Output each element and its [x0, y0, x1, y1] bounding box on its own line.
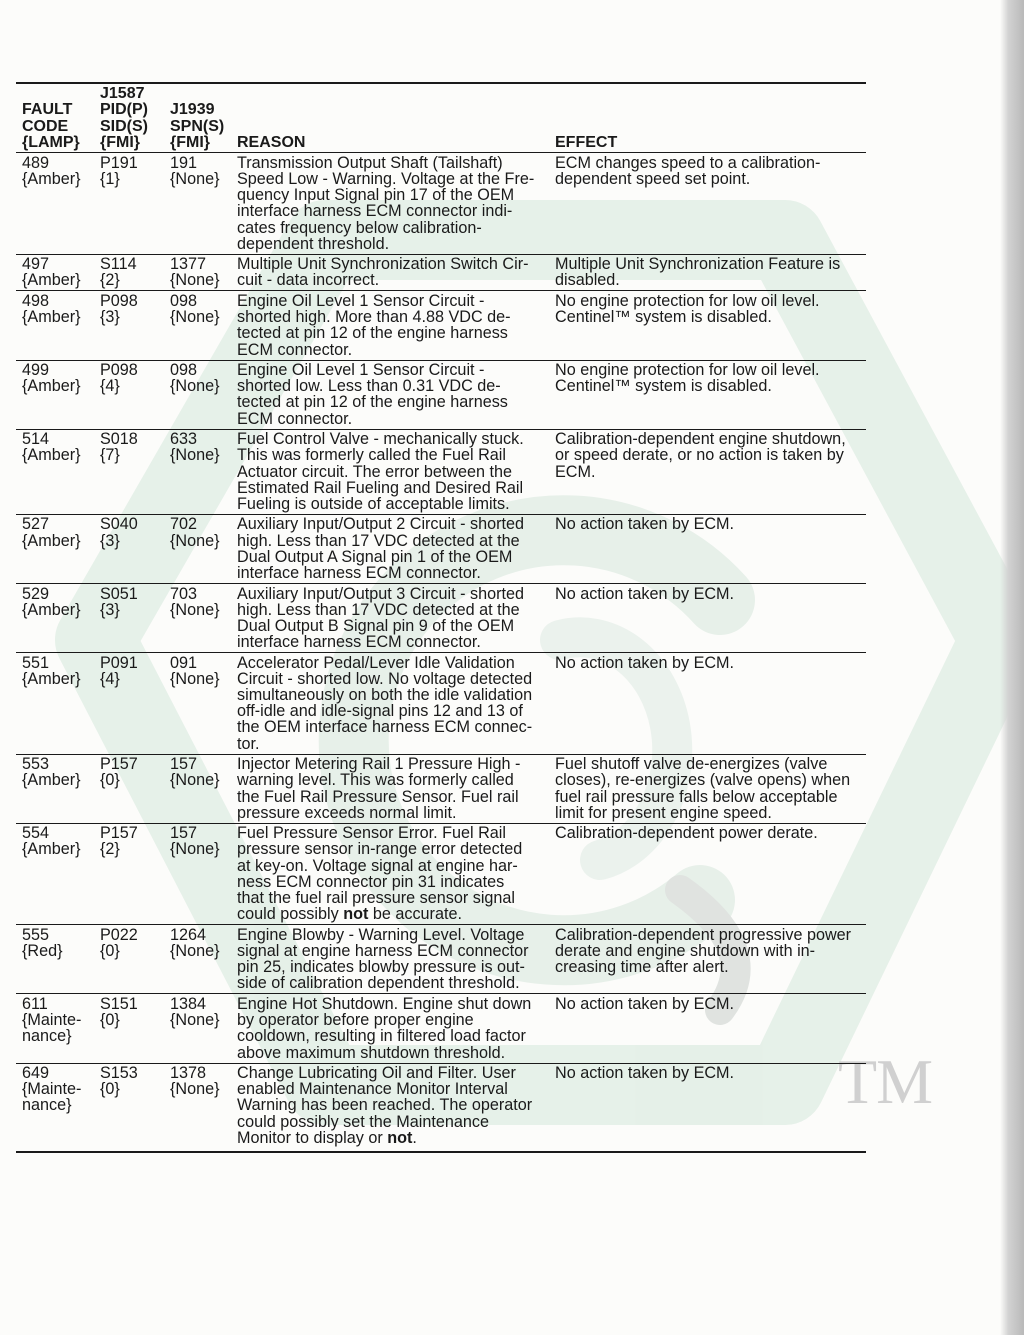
cell-line: the Fuel Rail Pressure Sensor. Fuel rail — [237, 787, 519, 806]
cell-line: enabled Maintenance Monitor Interval — [237, 1080, 508, 1099]
cell-line: 555 — [22, 925, 50, 944]
cell-line: Fuel shutoff valve de-energizes (valve — [555, 755, 828, 774]
header-line: PID(P) — [100, 101, 148, 119]
header-line: J1587 — [100, 85, 145, 102]
reason-cell — [237, 756, 555, 821]
cell-line: {Red} — [22, 942, 63, 960]
cell-line: Centinel™ system is disabled. — [555, 308, 772, 327]
table-row — [16, 1064, 866, 1153]
table-row — [16, 515, 866, 584]
j1587-cell — [100, 586, 170, 618]
cell-line: {None} — [170, 531, 220, 550]
j1939-cell — [170, 431, 237, 463]
cell-line: {Amber} — [22, 600, 81, 619]
cell-line: No action taken by ECM. — [555, 1064, 735, 1083]
header-line: SID(S) — [100, 117, 148, 135]
cell-line: No engine protection for low oil level. — [555, 361, 820, 380]
cell-line: Auxiliary Input/Output 2 Circuit - shorted — [237, 515, 525, 534]
cell-line: {Amber} — [22, 669, 81, 688]
cell-line: 091 — [170, 653, 198, 672]
cell-line: {None} — [170, 169, 220, 188]
cell-line: shorted high. More than 4.88 VDC de- — [237, 308, 511, 327]
cell-line: nance} — [22, 1027, 72, 1046]
effect-cell — [555, 516, 866, 532]
cell-line: 098 — [170, 291, 198, 310]
cell-line: high. Less than 17 VDC detected at the — [237, 600, 520, 619]
cell-line: above maximum shutdown threshold. — [237, 1043, 506, 1062]
cell-line: at key-on. Voltage signal at engine har- — [237, 856, 518, 875]
reason-cell — [237, 155, 555, 252]
cell-line: off-idle and idle-signal pins 12 and 13 of — [237, 702, 523, 721]
j1939-cell — [170, 516, 237, 548]
j1939-cell — [170, 1065, 237, 1097]
table-header — [16, 84, 866, 153]
j1587-cell — [100, 516, 170, 548]
cell-line: pin 25, indicates blowby pressure is out- — [237, 958, 525, 977]
cell-line: No action taken by ECM. — [555, 515, 735, 534]
cell-line: Engine Hot Shutdown. Engine shut down — [237, 994, 532, 1013]
j1939-cell — [170, 155, 237, 187]
cell-line: Actuator circuit. The error between the — [237, 462, 513, 481]
text-segment: be accurate. — [368, 905, 462, 924]
cell-line: {None} — [170, 771, 220, 790]
cell-line: {2} — [100, 271, 120, 290]
j1939-cell — [170, 825, 237, 857]
cell-line: {None} — [170, 669, 220, 688]
cell-line: {None} — [170, 600, 220, 619]
cell-line: P091 — [100, 653, 138, 672]
cell-line: 649 — [22, 1064, 50, 1083]
cell-line: quency Input Signal pin 17 of the OEM — [237, 186, 515, 205]
cell-line: 191 — [170, 153, 198, 172]
reason-cell — [237, 586, 555, 651]
reason-cell — [237, 655, 555, 752]
header-line: CODE — [22, 117, 69, 135]
header-line: SPN(S) — [170, 117, 225, 135]
cell-line: {None} — [170, 271, 220, 290]
cell-line: P157 — [100, 824, 138, 843]
fault-code-cell — [16, 927, 100, 959]
j1587-cell — [100, 927, 170, 959]
cell-line: {Amber} — [22, 446, 81, 465]
effect-cell — [555, 927, 866, 976]
cell-line — [237, 906, 555, 922]
j1587-cell — [100, 996, 170, 1028]
cell-line: {Amber} — [22, 840, 81, 859]
cell-line: Change Lubricating Oil and Filter. User — [237, 1064, 516, 1083]
cell-line: {Amber} — [22, 377, 81, 396]
fault-code-table — [16, 82, 866, 1153]
effect-cell — [555, 293, 866, 325]
cell-line: {Amber} — [22, 771, 81, 790]
cell-line: Engine Blowby - Warning Level. Voltage — [237, 925, 525, 944]
cell-line: Dual Output B Signal pin 9 of the OEM — [237, 616, 515, 635]
cell-line: signal at engine harness ECM connector — [237, 942, 529, 960]
effect-cell — [555, 996, 866, 1012]
cell-line: No engine protection for low oil level. — [555, 291, 820, 310]
cell-line: S114 — [100, 255, 137, 274]
cell-line: Fueling is outside of acceptable limits. — [237, 494, 510, 513]
header-line: J1939 — [170, 101, 215, 119]
cell-line: limit for present engine speed. — [555, 803, 772, 822]
fault-code-cell — [16, 655, 100, 687]
cell-line: Engine Oil Level 1 Sensor Circuit - — [237, 291, 485, 310]
cell-line: 553 — [22, 755, 50, 774]
cell-line: 702 — [170, 515, 198, 534]
fault-code-cell — [16, 825, 100, 857]
j1939-cell — [170, 996, 237, 1028]
j1587-cell — [100, 155, 170, 187]
table-row — [16, 653, 866, 755]
fault-code-cell — [16, 516, 100, 548]
cell-line: {0} — [100, 771, 120, 790]
cell-line: could possibly set the Maintenance — [237, 1112, 489, 1131]
cell-line: Multiple Unit Synchronization Switch Cir- — [237, 255, 529, 274]
table-row — [16, 153, 866, 255]
header-line: FAULT — [22, 101, 73, 119]
header-effect — [555, 135, 866, 151]
fault-code-cell — [16, 155, 100, 187]
effect-cell — [555, 362, 866, 394]
cell-line: 499 — [22, 361, 50, 380]
cell-line: closes), re-energizes (valve opens) when — [555, 771, 851, 790]
cell-line: tor. — [237, 734, 260, 753]
table-row — [16, 994, 866, 1063]
cell-line: Centinel™ system is disabled. — [555, 377, 772, 396]
cell-line: side of calibration dependent threshold. — [237, 974, 520, 993]
header-line: {FMI} — [170, 133, 210, 151]
cell-line: high. Less than 17 VDC detected at the — [237, 531, 520, 550]
fault-code-cell — [16, 293, 100, 325]
header-line: {FMI} — [100, 133, 140, 151]
cell-line: 611 — [22, 994, 48, 1013]
reason-cell — [237, 256, 555, 288]
cell-line: {0} — [100, 1011, 120, 1030]
cell-line: {None} — [170, 840, 220, 859]
fault-code-cell — [16, 1065, 100, 1114]
j1939-cell — [170, 756, 237, 788]
cell-line: Calibration-dependent power derate. — [555, 824, 818, 843]
effect-cell — [555, 431, 866, 480]
cell-line: Auxiliary Input/Output 3 Circuit - shorted — [237, 584, 525, 603]
cell-line: 514 — [22, 430, 50, 449]
j1587-cell — [100, 431, 170, 463]
cell-line: Multiple Unit Synchronization Feature is — [555, 255, 841, 274]
cell-line: 497 — [22, 255, 50, 274]
cell-line: {Amber} — [22, 308, 81, 327]
cell-line: S151 — [100, 994, 138, 1013]
header-line: REASON — [237, 133, 306, 151]
cell-line: {3} — [100, 531, 120, 550]
effect-cell — [555, 586, 866, 602]
cell-line: that the fuel rail pressure sensor signal — [237, 889, 516, 908]
cell-line: 1377 — [170, 255, 207, 274]
cell-line: {None} — [170, 1080, 220, 1099]
cell-line: ECM connector. — [237, 340, 353, 359]
cell-line: shorted low. Less than 0.31 VDC de- — [237, 377, 501, 396]
j1587-cell — [100, 293, 170, 325]
cell-line: {Amber} — [22, 169, 81, 188]
cell-line: P022 — [100, 925, 138, 944]
reason-cell — [237, 996, 555, 1061]
header-line: EFFECT — [555, 133, 618, 151]
text-segment: . — [412, 1128, 417, 1147]
j1587-cell — [100, 362, 170, 394]
cell-line: {Amber} — [22, 531, 81, 550]
cell-line: 633 — [170, 430, 198, 449]
effect-cell — [555, 825, 866, 841]
cell-line: 554 — [22, 824, 50, 843]
effect-cell — [555, 1065, 866, 1081]
header-reason — [237, 135, 555, 151]
fault-code-cell — [16, 996, 100, 1045]
cell-line: {None} — [170, 377, 220, 396]
cell-line: No action taken by ECM. — [555, 653, 735, 672]
cell-line: S153 — [100, 1064, 138, 1083]
j1587-cell — [100, 655, 170, 687]
cell-line: {0} — [100, 942, 120, 960]
reason-cell — [237, 1065, 555, 1146]
cell-line: Transmission Output Shaft (Tailshaft) — [237, 153, 503, 172]
cell-line: nance} — [22, 1096, 72, 1115]
table-row — [16, 430, 866, 515]
cell-line: 1384 — [170, 994, 207, 1013]
table-row — [16, 291, 866, 360]
table-row — [16, 584, 866, 653]
cell-line: {7} — [100, 446, 120, 465]
cell-line: ECM. — [555, 462, 596, 481]
cell-line: cates frequency below calibration- — [237, 218, 482, 237]
cell-line: {None} — [170, 1011, 220, 1030]
cell-line: Engine Oil Level 1 Sensor Circuit - — [237, 361, 485, 380]
effect-cell — [555, 756, 866, 821]
j1587-cell — [100, 825, 170, 857]
cell-line: disabled. — [555, 271, 620, 290]
cell-line: S051 — [100, 584, 138, 603]
cell-line: the OEM interface harness ECM connec- — [237, 718, 533, 737]
cell-line: {3} — [100, 600, 120, 619]
cell-line: Circuit - shorted low. No voltage detected — [237, 669, 533, 688]
reason-cell — [237, 431, 555, 512]
cell-line: {4} — [100, 669, 120, 688]
cell-line: warning level. This was formerly called — [237, 771, 514, 790]
cell-line: Speed Low - Warning. Voltage at the Fre- — [237, 169, 535, 188]
cell-line: 703 — [170, 584, 198, 603]
cell-line: Calibration-dependent engine shutdown, — [555, 430, 846, 449]
cell-line: 527 — [22, 515, 50, 534]
cell-line: 498 — [22, 291, 50, 310]
cell-line: 157 — [170, 755, 198, 774]
cell-line: by operator before proper engine — [237, 1011, 474, 1030]
header-fault-code — [16, 102, 100, 151]
cell-line: P098 — [100, 361, 138, 380]
table-row — [16, 255, 866, 292]
cell-line: derate and engine shutdown with in- — [555, 942, 816, 960]
cell-line: Warning has been reached. The operator — [237, 1096, 533, 1115]
cell-line: 098 — [170, 361, 198, 380]
cell-line: interface harness ECM connector indi- — [237, 202, 513, 221]
bold-text: not — [387, 1128, 413, 1147]
cell-line: dependent threshold. — [237, 234, 390, 253]
cell-line: {4} — [100, 377, 120, 396]
cell-line: Fuel Pressure Sensor Error. Fuel Rail — [237, 824, 506, 843]
cell-line: {None} — [170, 942, 220, 960]
reason-cell — [237, 516, 555, 581]
cell-line: 489 — [22, 153, 50, 172]
cell-line: fuel rail pressure falls below acceptable — [555, 787, 838, 806]
cell-line: Fuel Control Valve - mechanically stuck. — [237, 430, 524, 449]
table-row — [16, 925, 866, 994]
fault-code-cell — [16, 256, 100, 288]
fault-code-cell — [16, 586, 100, 618]
cell-line: {Amber} — [22, 271, 81, 290]
effect-cell — [555, 655, 866, 671]
cell-line: tected at pin 12 of the engine harness — [237, 324, 508, 343]
table-row — [16, 824, 866, 926]
fault-code-cell — [16, 431, 100, 463]
cell-line: or speed derate, or no action is taken by — [555, 446, 844, 465]
header-j1587 — [100, 86, 170, 151]
table-body — [16, 153, 866, 1152]
cell-line — [237, 1130, 555, 1146]
cell-line: 529 — [22, 584, 50, 603]
cell-line: cooldown, resulting in filtered load factor — [237, 1027, 526, 1046]
cell-line: ECM connector. — [237, 409, 353, 428]
j1939-cell — [170, 586, 237, 618]
reason-cell — [237, 825, 555, 922]
bold-text: not — [343, 905, 369, 924]
cell-line: {None} — [170, 308, 220, 327]
cell-line: 551 — [22, 653, 50, 672]
header-line: {LAMP} — [22, 133, 80, 151]
cell-line: interface harness ECM connector. — [237, 633, 481, 652]
cell-line: {2} — [100, 840, 120, 859]
cell-line: No action taken by ECM. — [555, 584, 735, 603]
trademark-watermark: TM — [838, 1046, 932, 1117]
header-j1939 — [170, 102, 237, 151]
cell-line: Dual Output A Signal pin 1 of the OEM — [237, 547, 513, 566]
cell-line: This was formerly called the Fuel Rail — [237, 446, 506, 465]
cell-line: No action taken by ECM. — [555, 994, 735, 1013]
cell-line: Injector Metering Rail 1 Pressure High - — [237, 755, 521, 774]
table-row — [16, 361, 866, 430]
cell-line: tected at pin 12 of the engine harness — [237, 393, 508, 412]
cell-line: Estimated Rail Fueling and Desired Rail — [237, 478, 524, 497]
cell-line: P098 — [100, 291, 138, 310]
j1587-cell — [100, 256, 170, 288]
j1939-cell — [170, 362, 237, 394]
cell-line: {None} — [170, 446, 220, 465]
cell-line: creasing time after alert. — [555, 958, 729, 977]
cell-line: S040 — [100, 515, 138, 534]
cell-line: 1378 — [170, 1064, 207, 1083]
cell-line: {3} — [100, 308, 120, 327]
cell-line: {1} — [100, 169, 120, 188]
cell-line: P191 — [100, 153, 138, 172]
j1939-cell — [170, 927, 237, 959]
cell-line: {0} — [100, 1080, 120, 1099]
j1939-cell — [170, 293, 237, 325]
fault-code-cell — [16, 756, 100, 788]
j1939-cell — [170, 655, 237, 687]
cell-line: ness ECM connector pin 31 indicates — [237, 872, 505, 891]
cell-line: pressure sensor in-range error detected — [237, 840, 523, 859]
text-segment: could possibly — [237, 905, 344, 924]
text-segment: Monitor to display or — [237, 1128, 388, 1147]
cell-line: 1264 — [170, 925, 207, 944]
cell-line: 157 — [170, 824, 198, 843]
table-row — [16, 755, 866, 824]
cell-line: dependent speed set point. — [555, 169, 751, 188]
cell-line: {Mainte- — [22, 1080, 82, 1099]
fault-code-cell — [16, 362, 100, 394]
cell-line: {Mainte- — [22, 1011, 82, 1030]
cell-line: ECM changes speed to a calibration- — [555, 153, 821, 172]
cell-line: P157 — [100, 755, 138, 774]
reason-cell — [237, 927, 555, 992]
cell-line: interface harness ECM connector. — [237, 564, 481, 583]
effect-cell — [555, 155, 866, 187]
reason-cell — [237, 362, 555, 427]
cell-line: simultaneously on both the idle validation — [237, 686, 533, 705]
effect-cell — [555, 256, 866, 288]
j1587-cell — [100, 756, 170, 788]
cell-line: pressure exceeds normal limit. — [237, 803, 457, 822]
j1939-cell — [170, 256, 237, 288]
j1587-cell — [100, 1065, 170, 1097]
cell-line: cuit - data incorrect. — [237, 271, 380, 290]
scan-shadow-edge — [1000, 0, 1024, 1335]
cell-line: Accelerator Pedal/Lever Idle Validation — [237, 653, 515, 672]
cell-line: Calibration-dependent progressive power — [555, 925, 852, 944]
reason-cell — [237, 293, 555, 358]
cell-line: S018 — [100, 430, 138, 449]
